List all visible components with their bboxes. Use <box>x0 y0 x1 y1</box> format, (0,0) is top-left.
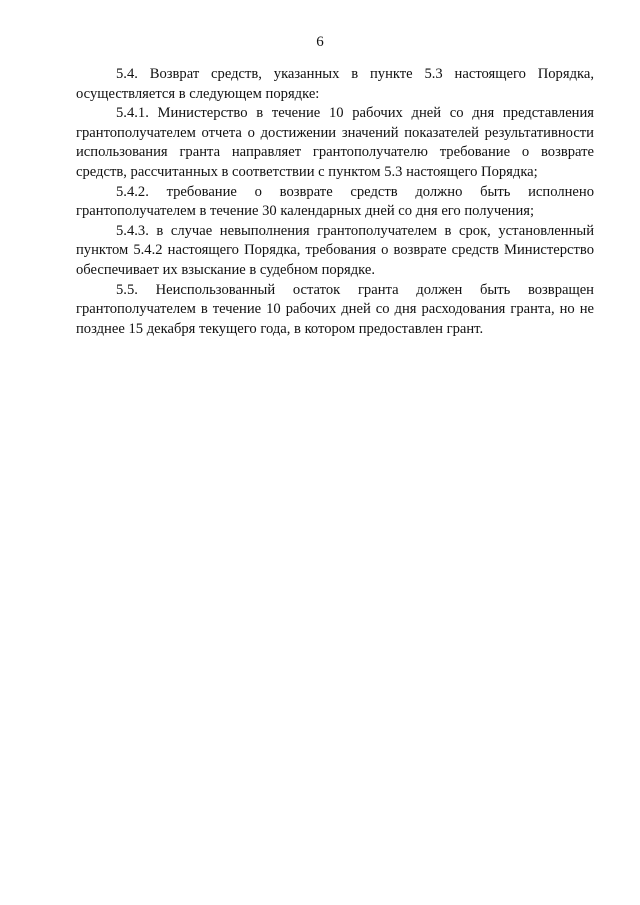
paragraph-5-4-1: 5.4.1. Министерство в течение 10 рабочих дней со дня представления грантополучателем отчета о достижении значений показателей результативности использования гранта направляет грантополучателю требование о возврате средств, рассчитанных в соответствии с пунктом 5.3 настоящего Порядка; <box>76 105 594 180</box>
paragraph-5-5: 5.5. Неиспользованный остаток гранта должен быть возвращен грантополучателем в течение 10 рабочих дней со дня расходования гранта, но не позднее 15 декабря текущего года, в котором предоставлен грант. <box>76 281 594 337</box>
page-number: 6 <box>316 34 324 50</box>
paragraph-5-4-3: 5.4.3. в случае невыполнения грантополучателем в срок, установленный пунктом 5.4.2 настоящего Порядка, требования о возврате средств Министерство обеспечивает их взыскание в судебном порядке. <box>76 222 594 278</box>
paragraph-5-4-2: 5.4.2. требование о возврате средств должно быть исполнено грантополучателем в течение 30 календарных дней со дня его получения; <box>76 183 594 220</box>
paragraph-5-4: 5.4. Возврат средств, указанных в пункте 5.3 настоящего Порядка, осуществляется в следующем порядке: <box>76 66 594 102</box>
document-body <box>76 65 594 339</box>
